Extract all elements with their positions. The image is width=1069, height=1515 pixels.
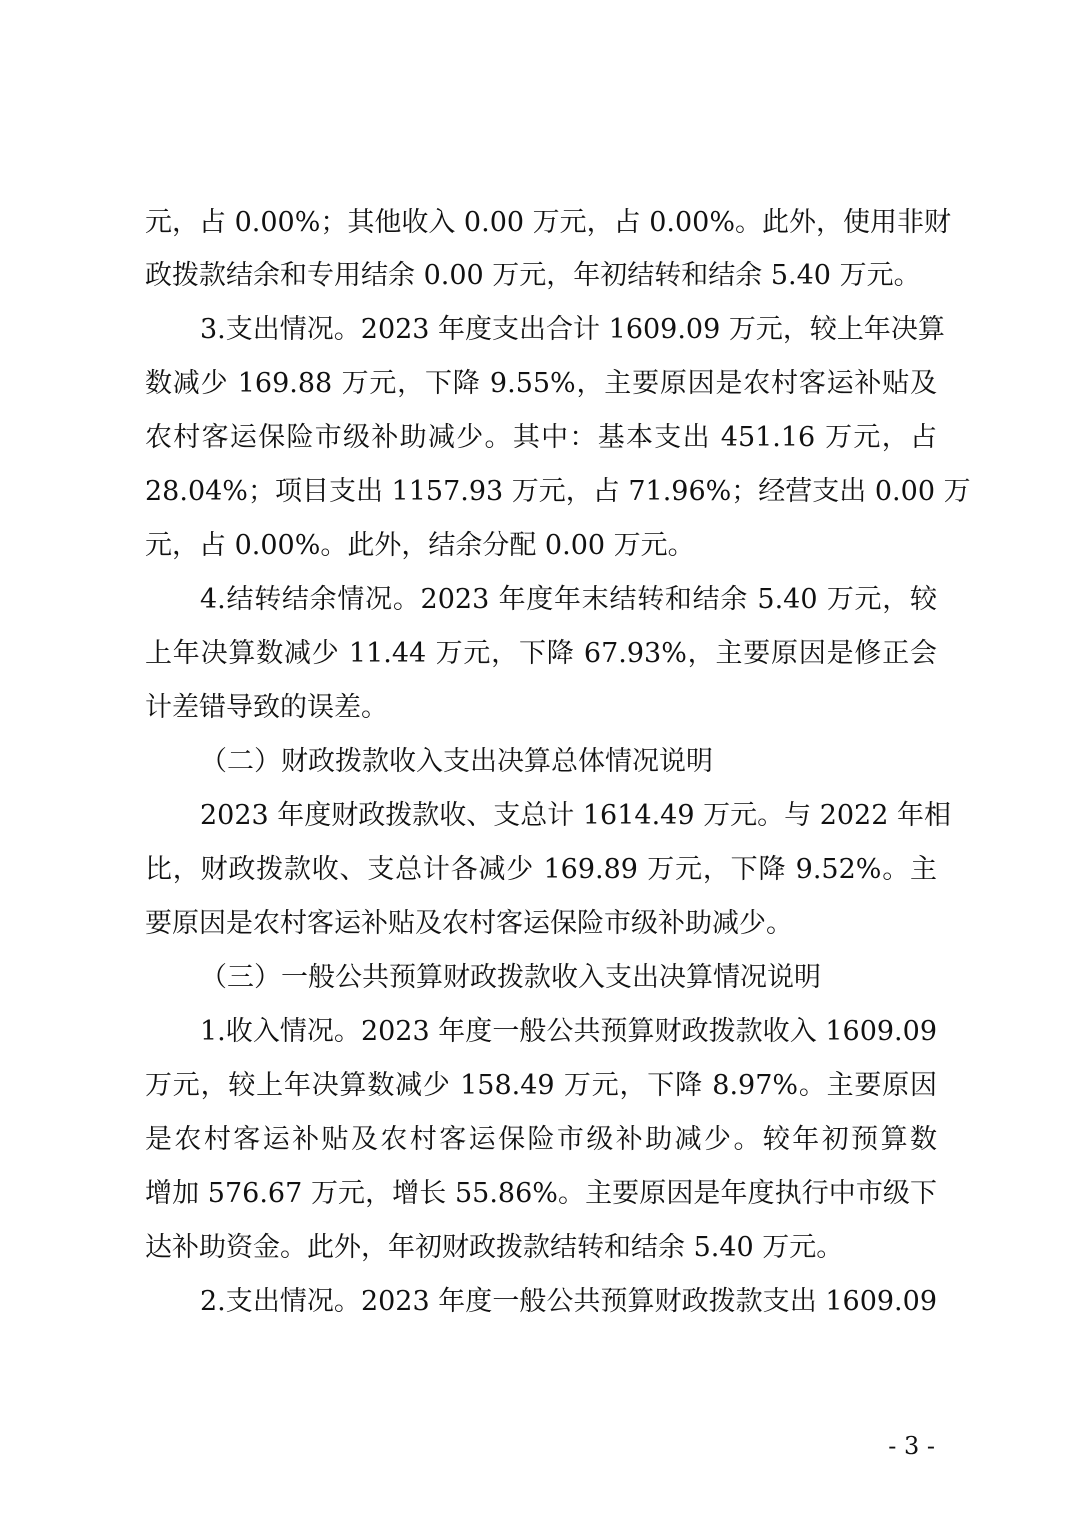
page-number: - 3 - — [888, 1432, 935, 1460]
paragraph-line: 比，财政拨款收、支总计各减少 169.89 万元，下降 9.52%。主 — [145, 854, 937, 885]
paragraph-line: 政拨款结余和专用结余 0.00 万元，年初结转和结余 5.40 万元。 — [145, 260, 921, 291]
paragraph-line: 要原因是农村客运补贴及农村客运保险市级补助减少。 — [145, 908, 793, 939]
paragraph-line: 2023 年度财政拨款收、支总计 1614.49 万元。与 2022 年相 — [200, 800, 951, 831]
paragraph-line: 达补助资金。此外，年初财政拨款结转和结余 5.40 万元。 — [145, 1232, 844, 1263]
paragraph-line: 2.支出情况。2023 年度一般公共预算财政拨款支出 1609.09 — [200, 1286, 937, 1317]
paragraph-line: 是农村客运补贴及农村客运保险市级补助减少。较年初预算数 — [145, 1124, 937, 1155]
section-heading: （二）财政拨款收入支出决算总体情况说明 — [200, 746, 713, 777]
paragraph-line: 上年决算数减少 11.44 万元，下降 67.93%，主要原因是修正会 — [145, 638, 937, 669]
paragraph-line: 1.收入情况。2023 年度一般公共预算财政拨款收入 1609.09 — [200, 1016, 937, 1047]
paragraph-line: 数减少 169.88 万元，下降 9.55%，主要原因是农村客运补贴及 — [145, 368, 937, 399]
paragraph-line: 元，占 0.00%；其他收入 0.00 万元，占 0.00%。此外，使用非财 — [145, 207, 951, 238]
paragraph-line: 元，占 0.00%。此外，结余分配 0.00 万元。 — [145, 530, 695, 561]
paragraph-line: 增加 576.67 万元，增长 55.86%。主要原因是年度执行中市级下 — [145, 1178, 937, 1209]
paragraph-line: 3.支出情况。2023 年度支出合计 1609.09 万元，较上年决算 — [200, 314, 945, 345]
section-heading: （三）一般公共预算财政拨款收入支出决算情况说明 — [200, 962, 821, 993]
paragraph-line: 28.04%；项目支出 1157.93 万元，占 71.96%；经营支出 0.00 万 — [145, 476, 971, 507]
paragraph-line: 农村客运保险市级补助减少。其中：基本支出 451.16 万元，占 — [145, 422, 937, 453]
paragraph-line: 计差错导致的误差。 — [145, 692, 388, 723]
paragraph-line: 万元，较上年决算数减少 158.49 万元，下降 8.97%。主要原因 — [145, 1070, 937, 1101]
paragraph-line: 4.结转结余情况。2023 年度年末结转和结余 5.40 万元，较 — [200, 584, 937, 615]
